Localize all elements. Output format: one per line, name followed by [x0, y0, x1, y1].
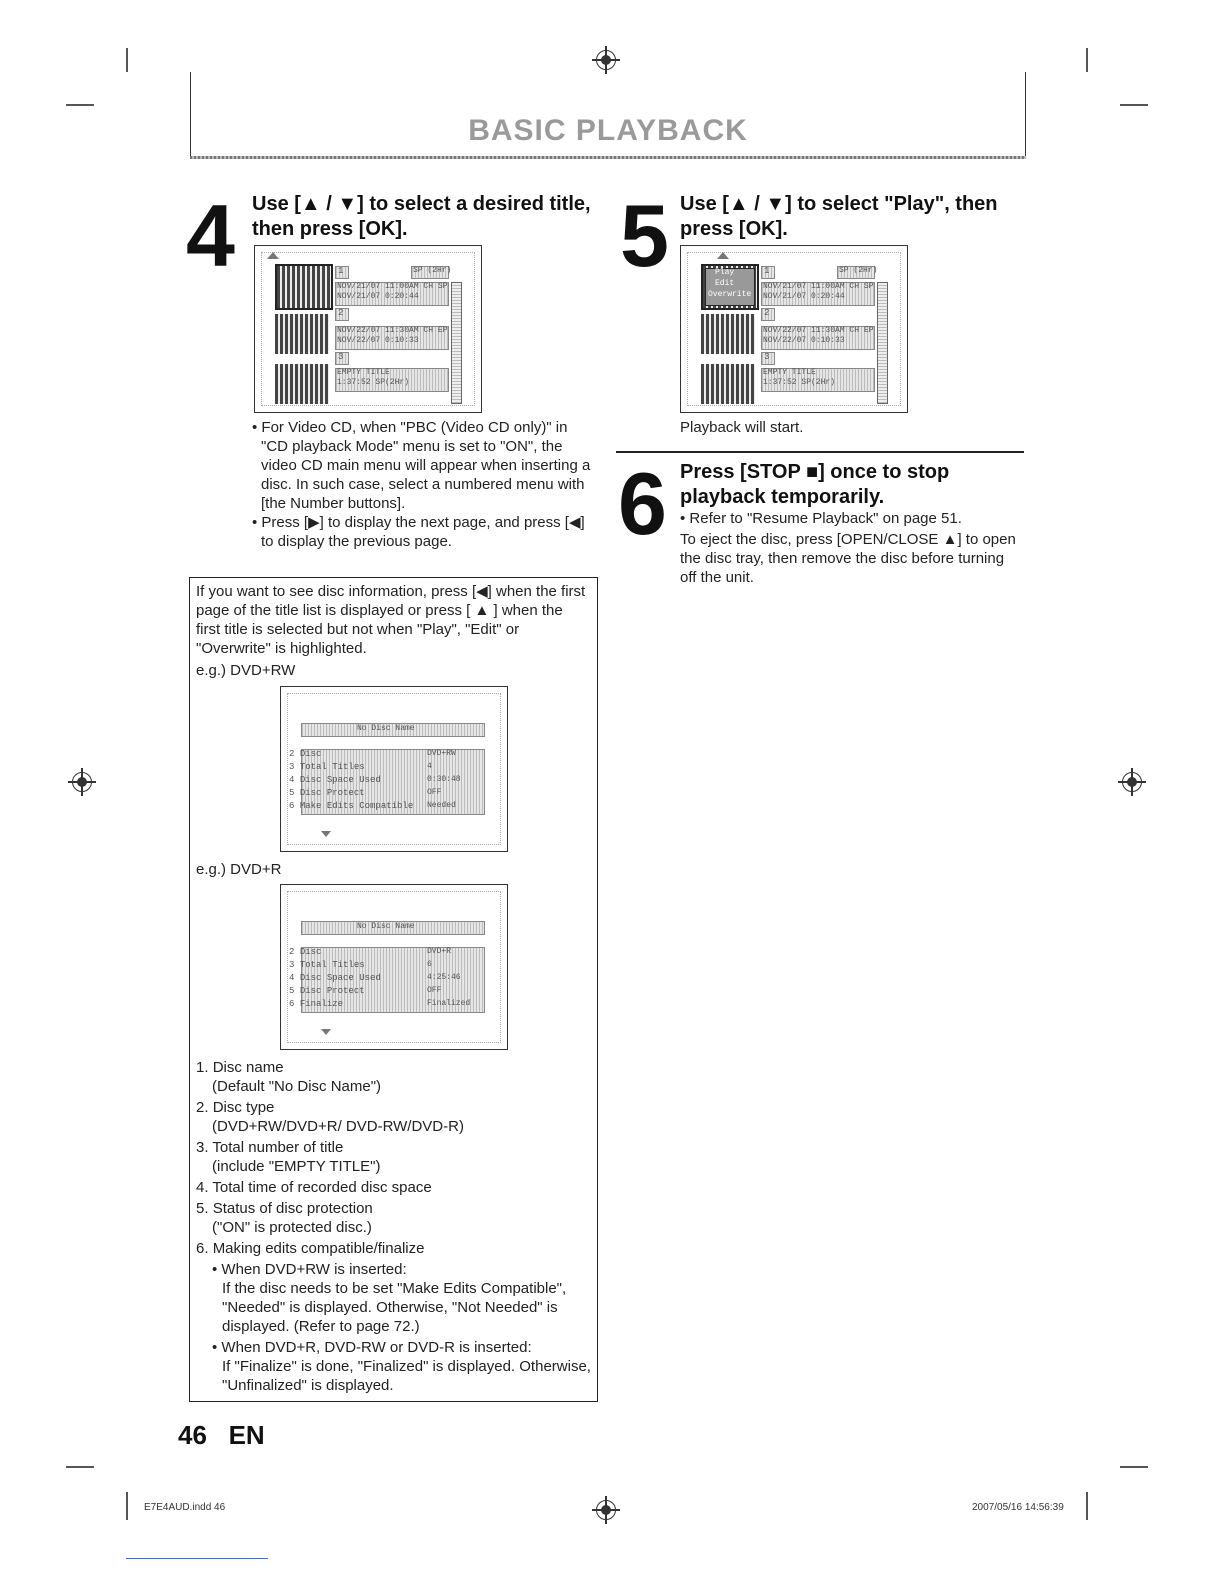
- down-arrow-icon: [321, 831, 331, 837]
- info-label: Disc: [299, 749, 322, 759]
- title-thumbnail: [701, 314, 755, 354]
- footer-link-underline: [126, 1558, 268, 1559]
- note-text: Refer to "Resume Playback" on page 51.: [689, 510, 962, 527]
- bullet-heading: When DVD+RW is inserted:: [221, 1261, 407, 1278]
- row-mode: SP (2Hr): [413, 266, 452, 275]
- info-num: 5: [289, 986, 295, 996]
- crop-mark: [1086, 1492, 1088, 1520]
- row-number: 1: [338, 266, 344, 276]
- note-text: For Video CD, when "PBC (Video CD only)" in "CD playback Mode" menu is set to "ON", the video CD main menu will appear when inserting a disc. In such case, select a numbered menu with [the Number buttons].: [261, 419, 591, 512]
- row-number: 3: [338, 352, 344, 362]
- row-line1: NOV/21/07 11:00AM CH SP: [763, 282, 874, 291]
- info-legend-list: [196, 1058, 592, 1395]
- example-dvd-rw-label: e.g.) DVD+RW: [196, 662, 296, 679]
- bullet-item: • When DVD+R, DVD-RW or DVD-R is inserted:: [212, 1339, 532, 1356]
- list-number: 3.: [196, 1139, 209, 1156]
- info-intro: If you want to see disc information, press [◀] when the first page of the title list is displayed or press [ ▲ ] when the first title is selected but not when "Play", "Edit" or "Overwrite" is highlighted.: [196, 583, 586, 657]
- section-divider: [616, 451, 1024, 453]
- info-num: 2: [289, 749, 295, 759]
- page-number-value: 46: [178, 1420, 207, 1450]
- header-rule: [190, 156, 1026, 159]
- list-item: [196, 1199, 592, 1218]
- disc-info-box: [189, 577, 598, 1402]
- list-number: 4.: [196, 1179, 209, 1196]
- info-row: [289, 801, 413, 811]
- list-subtext: (DVD+RW/DVD+R/ DVD-RW/DVD-R): [212, 1118, 464, 1135]
- row-line1: NOV/21/07 11:00AM CH SP: [337, 282, 448, 291]
- info-label: Disc Protect: [299, 986, 365, 996]
- list-item: [196, 1239, 592, 1258]
- list-number: 1.: [196, 1059, 209, 1076]
- info-num: 2: [289, 947, 295, 957]
- row-mode: SP (2Hr): [839, 266, 878, 275]
- step-6-note: • Refer to "Resume Playback" on page 51.: [680, 510, 962, 527]
- info-value: 4: [427, 762, 432, 771]
- info-row: [289, 973, 381, 983]
- info-value: Finalized: [427, 999, 471, 1008]
- title-thumbnail: [701, 364, 755, 404]
- title-thumbnail: [275, 314, 329, 354]
- info-row: [289, 986, 365, 996]
- step-6-number: 6: [618, 454, 667, 553]
- info-row: [289, 788, 365, 798]
- down-arrow-icon: [321, 1029, 331, 1035]
- scrollbar[interactable]: [451, 282, 462, 404]
- list-item: [196, 1098, 592, 1117]
- file-info: E7E4AUD.indd 46: [144, 1502, 226, 1513]
- list-item: [196, 1058, 592, 1077]
- menu-item-edit[interactable]: Edit: [715, 279, 735, 288]
- info-value: OFF: [427, 986, 442, 995]
- info-num: 4: [289, 775, 295, 785]
- disc-info-screen-dvdr: [280, 884, 508, 1050]
- row-line2: NOV/21/07 0:20:44: [763, 292, 845, 301]
- disc-name: No Disc Name: [357, 922, 415, 931]
- info-num: 3: [289, 960, 295, 970]
- list-number: 2.: [196, 1099, 209, 1116]
- play-menu-screen: [680, 245, 908, 413]
- row-line1: EMPTY TITLE: [337, 368, 390, 377]
- info-num: 6: [289, 801, 295, 811]
- bullet-item: • When DVD+RW is inserted:: [212, 1261, 407, 1278]
- page-title: BASIC PLAYBACK: [468, 114, 748, 147]
- list-item: [196, 1178, 592, 1197]
- info-value: 6: [427, 960, 432, 969]
- step-5-result: Playback will start.: [680, 419, 804, 436]
- crop-mark: [1120, 1466, 1148, 1468]
- menu-item-play[interactable]: Play: [715, 268, 735, 277]
- crop-mark: [126, 1492, 128, 1520]
- info-value: 0:30:48: [427, 775, 461, 784]
- info-num: 5: [289, 788, 295, 798]
- registration-mark-icon: [596, 1500, 616, 1520]
- scrollbar[interactable]: [877, 282, 888, 404]
- info-label: Disc: [299, 947, 322, 957]
- row-line1: NOV/22/07 11:30AM CH EP: [763, 326, 874, 335]
- info-num: 4: [289, 973, 295, 983]
- info-label: Make Edits Compatible: [299, 801, 414, 811]
- step-4-title: Use [▲ / ▼] to select a desired title, then press [OK].: [252, 193, 591, 240]
- row-number: 2: [338, 308, 344, 318]
- info-num: 3: [289, 762, 295, 772]
- crop-mark: [66, 1466, 94, 1468]
- crop-mark: [1086, 48, 1088, 72]
- menu-item-overwrite[interactable]: Overwrite: [708, 290, 752, 299]
- info-label: Disc Space Used: [299, 973, 381, 983]
- row-line2: NOV/22/07 0:10:33: [763, 336, 845, 345]
- row-line2: NOV/21/07 0:20:44: [337, 292, 419, 301]
- list-subtext: (include "EMPTY TITLE"): [212, 1158, 381, 1175]
- bullet-heading: When DVD+R, DVD-RW or DVD-R is inserted:: [221, 1339, 532, 1356]
- list-number: 6.: [196, 1240, 209, 1257]
- up-arrow-icon: [717, 252, 729, 259]
- crop-mark: [66, 104, 94, 106]
- info-label: Disc Space Used: [299, 775, 381, 785]
- info-num: 6: [289, 999, 295, 1009]
- row-line2: NOV/22/07 0:10:33: [337, 336, 419, 345]
- info-label: Finalize: [299, 999, 344, 1009]
- page-number: [178, 1420, 265, 1451]
- bullet-body: If the disc needs to be set "Make Edits Compatible", "Needed" is displayed. Otherwise, "Not Needed" is displayed. (Refer to page 72.): [222, 1280, 567, 1335]
- row-line2: 1:37:52 SP(2Hr): [763, 378, 836, 387]
- info-row: [289, 775, 381, 785]
- note-text: Press [▶] to display the next page, and press [◀] to display the previous page.: [261, 514, 585, 550]
- info-value: Needed: [427, 801, 456, 810]
- crop-mark: [1120, 104, 1148, 106]
- info-value: DVD+R: [427, 947, 452, 956]
- up-arrow-icon: [267, 252, 279, 259]
- disc-name: No Disc Name: [357, 724, 415, 733]
- title-thumbnail: [275, 264, 333, 310]
- print-timestamp: 2007/05/16 14:56:39: [972, 1502, 1064, 1513]
- list-text: Total number of title: [212, 1139, 344, 1156]
- info-value: OFF: [427, 788, 442, 797]
- info-row: [289, 999, 343, 1009]
- info-label: Disc Protect: [299, 788, 365, 798]
- list-subtext: (Default "No Disc Name"): [212, 1078, 382, 1095]
- crop-mark: [126, 48, 128, 72]
- row-number: 3: [764, 352, 770, 362]
- example-dvd-r-label: e.g.) DVD+R: [196, 861, 282, 878]
- disc-info-screen-dvdrw: [280, 686, 508, 852]
- list-text: Disc name: [212, 1059, 284, 1076]
- list-text: Making edits compatible/finalize: [212, 1240, 425, 1257]
- info-value: DVD+RW: [427, 749, 456, 758]
- step-6-eject: To eject the disc, press [OPEN/CLOSE ▲] to open the disc tray, then remove the disc before turning off the unit.: [680, 531, 1016, 586]
- info-row: [289, 749, 321, 759]
- language-code: EN: [228, 1420, 265, 1450]
- step-4-notes: [252, 418, 598, 551]
- registration-mark-icon: [72, 772, 92, 792]
- list-text: Disc type: [212, 1099, 275, 1116]
- row-line2: 1:37:52 SP(2Hr): [337, 378, 410, 387]
- info-value: 4:25:46: [427, 973, 461, 982]
- row-number: 1: [764, 266, 770, 276]
- info-row: [289, 762, 365, 772]
- note-item: • Press [▶] to display the next page, and press [◀] to display the previous page.: [252, 514, 585, 550]
- step-5-number: 5: [620, 186, 669, 285]
- step-6-title: Press [STOP ■] once to stop playback temporarily.: [680, 461, 950, 508]
- info-label: Total Titles: [299, 762, 365, 772]
- list-item: [196, 1138, 592, 1157]
- list-text: Total time of recorded disc space: [212, 1179, 432, 1196]
- row-line1: NOV/22/07 11:30AM CH EP: [337, 326, 448, 335]
- info-row: [289, 947, 321, 957]
- list-text: Status of disc protection: [212, 1200, 373, 1217]
- note-item: • For Video CD, when "PBC (Video CD only)" in "CD playback Mode" menu is set to "ON", the video CD main menu will appear when inserting a disc. In such case, select a numbered menu with [the Number buttons].: [252, 419, 591, 512]
- list-number: 5.: [196, 1200, 209, 1217]
- step-4-number: 4: [186, 186, 235, 285]
- list-subtext: ("ON" is protected disc.): [212, 1219, 372, 1236]
- title-list-screen: [254, 245, 482, 413]
- registration-mark-icon: [596, 50, 616, 70]
- row-number: 2: [764, 308, 770, 318]
- info-row: [289, 960, 365, 970]
- registration-mark-icon: [1122, 772, 1142, 792]
- bullet-body: If "Finalize" is done, "Finalized" is displayed. Otherwise, "Unfinalized" is displayed.: [222, 1358, 591, 1394]
- title-thumbnail: [275, 364, 329, 404]
- info-label: Total Titles: [299, 960, 365, 970]
- row-line1: EMPTY TITLE: [763, 368, 816, 377]
- step-5-title: Use [▲ / ▼] to select "Play", then press [OK].: [680, 193, 998, 240]
